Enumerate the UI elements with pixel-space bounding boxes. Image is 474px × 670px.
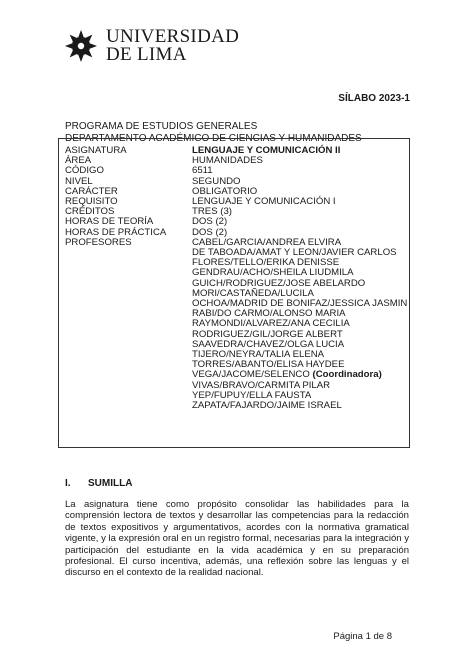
program-line: PROGRAMA DE ESTUDIOS GENERALES (65, 121, 258, 132)
professor-name: SAAVEDRA/CHAVEZ/OLGA LUCIA (192, 338, 345, 350)
info-value: 6511 (192, 165, 213, 177)
info-value: LENGUAJE Y COMUNICACIÓN I (192, 196, 336, 208)
professor-name: GUICH/RODRIGUEZ/JOSE ABELARDO (192, 277, 366, 289)
info-label: PROFESORES (65, 236, 132, 248)
info-value: DOS (2) (192, 216, 228, 228)
professor-name: CABEL/GARCIA/ANDREA ELVIRA (192, 236, 342, 248)
professor-name: RAYMONDI/ALVAREZ/ANA CECILIA (192, 318, 350, 330)
section-title: SUMILLA (88, 478, 133, 489)
university-name-line1: UNIVERSIDAD (106, 26, 240, 47)
coordinator-note: (Coordinadora) (312, 369, 382, 381)
info-row-area (65, 156, 407, 166)
department-line: DEPARTAMENTO ACADÉMICO DE CIENCIAS Y HUMANIDADES (65, 133, 362, 144)
info-label: REQUISITO (65, 196, 118, 208)
professor-name: DE TABOADA/AMAT Y LEON/JAVIER CARLOS (192, 247, 397, 259)
professor-list (65, 248, 407, 411)
professor-name: TORRES/ABANTO/ELISA HAYDEE (192, 359, 345, 371)
info-value: OBLIGATORIO (192, 185, 258, 197)
professor-name: MORI/CASTAÑEDA/LUCILA (192, 287, 314, 299)
info-label: ASIGNATURA (65, 145, 127, 156)
university-logo (64, 28, 239, 64)
info-label: ÁREA (65, 155, 92, 167)
info-value: SEGUNDO (192, 175, 241, 187)
info-label: CÓDIGO (65, 165, 104, 177)
university-wordmark (106, 28, 239, 64)
info-value: TRES (3) (192, 206, 232, 218)
info-row-requisito (65, 197, 407, 207)
professor-name: ZAPATA/FAJARDO/JAIME ISRAEL (192, 400, 342, 412)
professor-name: RABI/DO CARMO/ALONSO MARIA (192, 308, 346, 320)
professor-name: RODRIGUEZ/GIL/JORGE ALBERT (192, 328, 343, 340)
university-star-logo (64, 29, 98, 63)
sumilla-paragraph: La asignatura tiene como propósito consolidar las habilidades para la comprensión lectora de textos y desarrollar las competencias para la redacción de textos expositivos y argumentativos, acordes con la normativa gramatical vigente, y la expresión oral en un registro formal, necesarias para la integración y participación del estudiante en la vida académica y en su preparación profesional. El curso incentiva, además, una reflexión sobre las lenguas y el discurso en el contexto de la realidad nacional. (65, 499, 409, 579)
professor-name: TIJERO/NEYRA/TALIA ELENA (192, 349, 325, 361)
info-value: HUMANIDADES (192, 155, 263, 167)
professor-name: OCHOA/MADRID DE BONIFAZ/JESSICA JASMIN (192, 298, 408, 310)
page-number: Página 1 de 8 (333, 631, 392, 642)
info-value: LENGUAJE Y COMUNICACIÓN II (192, 145, 341, 156)
university-name-line2: DE LIMA (106, 44, 187, 65)
info-label: CARÁCTER (65, 185, 118, 197)
info-label: CRÉDITOS (65, 206, 115, 218)
info-label: HORAS DE TEORÍA (65, 216, 154, 228)
professor-name: GENDRAU/ACHO/SHEILA LIUDMILA (192, 267, 354, 279)
silabo-heading: SÍLABO 2023-1 (338, 93, 410, 104)
professor-name: FLORES/TELLO/ERIKA DENISSE (192, 257, 340, 269)
professor-name: VIVAS/BRAVO/CARMITA PILAR (192, 379, 331, 391)
section-heading-sumilla (65, 478, 132, 489)
section-number: I. (65, 478, 71, 489)
info-label: HORAS DE PRÁCTICA (65, 226, 167, 238)
info-label: NIVEL (65, 175, 93, 187)
info-value: DOS (2) (192, 226, 228, 238)
professor-name: YEP/FUPUY/ELLA FAUSTA (192, 389, 312, 401)
course-info-table (65, 146, 407, 411)
professor-name: VEGA/JACOME/SELENCO (192, 369, 310, 381)
